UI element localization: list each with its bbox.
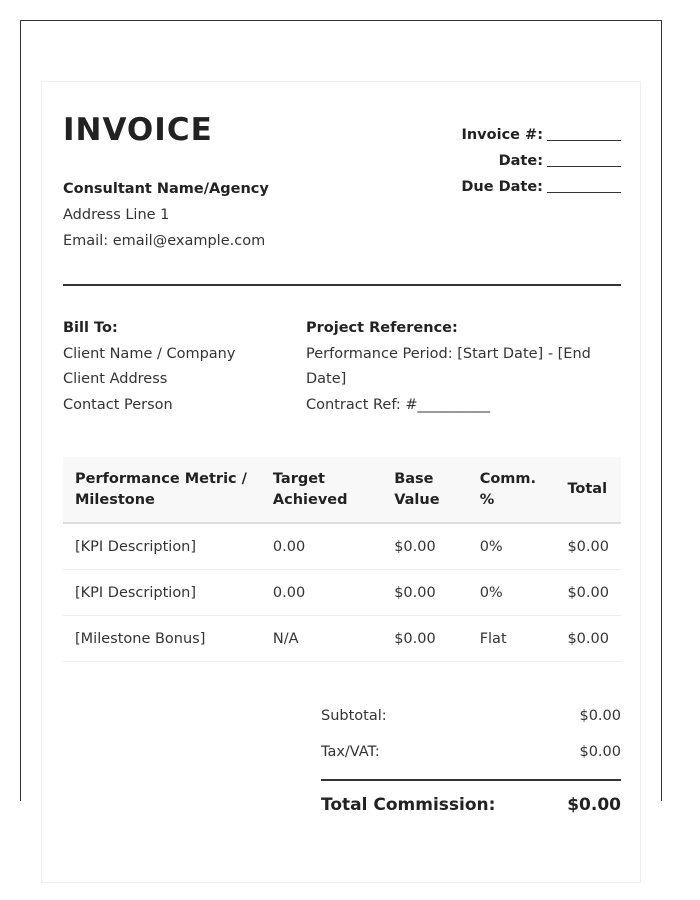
invoice-title: INVOICE <box>63 112 213 148</box>
due-date-row <box>461 174 621 200</box>
cell-total: $0.00 <box>555 570 621 616</box>
invoice-date-label: Date: <box>498 153 543 169</box>
tax-row <box>321 734 621 770</box>
cell-metric: [KPI Description] <box>63 523 261 570</box>
document-viewport <box>20 20 662 815</box>
totals-block <box>321 698 621 815</box>
col-header-base-value: Base Value <box>382 457 468 523</box>
invoice-number-label: Invoice #: <box>461 127 543 143</box>
cell-commission: Flat <box>468 616 556 662</box>
consultant-email: Email: email@example.com <box>63 233 266 249</box>
cell-target: N/A <box>261 616 382 662</box>
project-reference-block <box>306 316 621 418</box>
invoice-meta <box>461 122 621 200</box>
invoice-date-blank <box>547 152 621 167</box>
col-header-target: Target Achieved <box>261 457 382 523</box>
client-name: Client Name / Company <box>63 345 236 362</box>
subtotal-value: $0.00 <box>579 708 621 724</box>
due-date-blank <box>547 178 621 193</box>
cell-total: $0.00 <box>555 523 621 570</box>
col-header-total: Total <box>555 457 621 523</box>
invoice-sheet <box>41 81 641 883</box>
cell-commission: 0% <box>468 523 556 570</box>
project-reference-label: Project Reference: <box>306 320 458 336</box>
client-address: Client Address <box>63 371 168 387</box>
consultant-name: Consultant Name/Agency <box>63 181 269 197</box>
cell-commission: 0% <box>468 570 556 616</box>
table-row <box>63 570 621 616</box>
cell-total: $0.00 <box>555 616 621 662</box>
performance-period: Performance Period: [Start Date] - [End Date] <box>306 345 591 387</box>
bill-to-label: Bill To: <box>63 320 118 336</box>
cell-metric: [Milestone Bonus] <box>63 616 261 662</box>
grand-total-value: $0.00 <box>567 795 621 815</box>
cell-target: 0.00 <box>261 523 382 570</box>
contract-reference: Contract Ref: #__________ <box>306 396 491 413</box>
consultant-block <box>63 176 269 254</box>
tax-value: $0.00 <box>579 744 621 760</box>
subtotal-row <box>321 698 621 734</box>
table-row <box>63 523 621 570</box>
cell-base-value: $0.00 <box>382 570 468 616</box>
cell-base-value: $0.00 <box>382 616 468 662</box>
col-header-metric: Performance Metric / Milestone <box>63 457 261 523</box>
consultant-address: Address Line 1 <box>63 207 170 223</box>
tax-label: Tax/VAT: <box>321 744 380 760</box>
line-items-table <box>63 457 621 662</box>
due-date-label: Due Date: <box>461 179 543 195</box>
cell-base-value: $0.00 <box>382 523 468 570</box>
table-row <box>63 616 621 662</box>
invoice-number-blank <box>547 126 621 141</box>
client-contact: Contact Person <box>63 396 173 413</box>
invoice-date-row <box>461 148 621 174</box>
header-divider <box>63 284 621 286</box>
cell-metric: [KPI Description] <box>63 570 261 616</box>
invoice-number-row <box>461 122 621 148</box>
grand-total-row <box>321 781 621 815</box>
grand-total-label: Total Commission: <box>321 795 496 815</box>
col-header-commission: Comm. % <box>468 457 556 523</box>
bill-to-block <box>63 316 235 418</box>
table-header-row <box>63 457 621 523</box>
cell-target: 0.00 <box>261 570 382 616</box>
subtotal-label: Subtotal: <box>321 708 387 724</box>
